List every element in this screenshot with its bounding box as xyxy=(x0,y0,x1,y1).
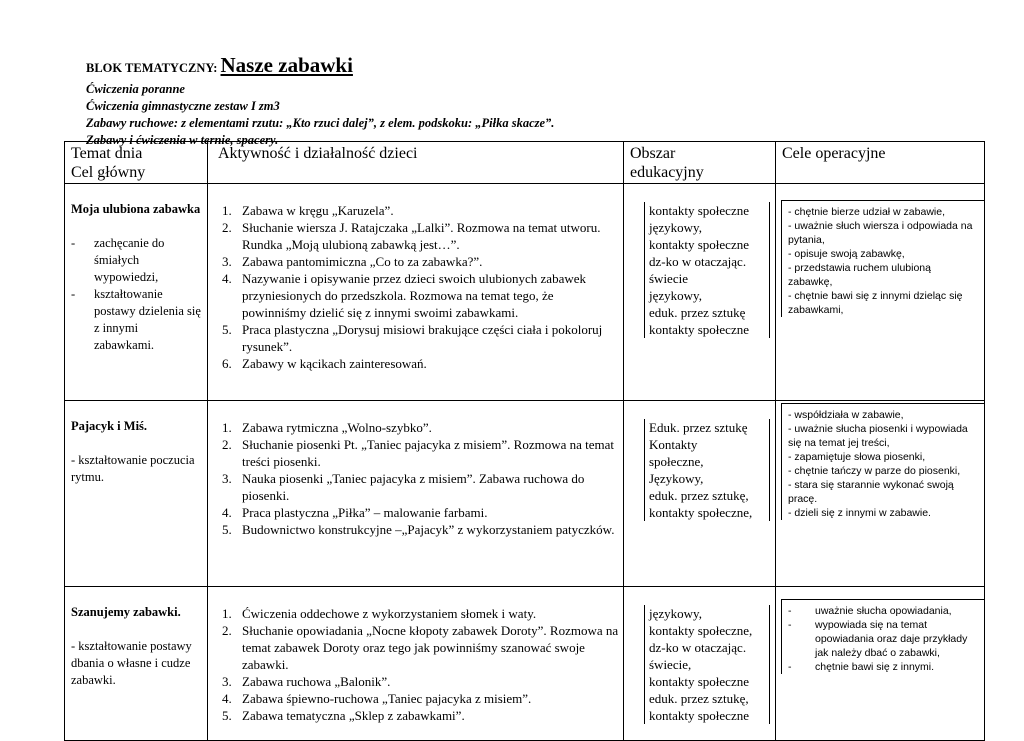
list-item xyxy=(212,690,619,707)
header-area-line1: Obszar xyxy=(630,145,676,162)
goals-cell xyxy=(776,401,985,587)
goal-item: - przedstawia ruchem ulubioną zabawkę, xyxy=(788,262,931,288)
goal-item: - współdziała w zabawie, xyxy=(788,409,904,421)
goal-item: - chętnie bawi się z innymi dzieląc się zabawkami, xyxy=(788,290,963,316)
activities-list xyxy=(212,419,619,538)
list-item xyxy=(212,707,619,724)
goals-list xyxy=(781,599,984,674)
table-header-row xyxy=(65,142,985,184)
header-area-line2: edukacyjny xyxy=(630,164,704,181)
header-activities-label: Aktywność i działalność dzieci xyxy=(218,145,418,162)
list-item xyxy=(212,605,619,622)
list-item xyxy=(212,202,619,219)
table-row xyxy=(65,184,985,401)
area-item: świecie, xyxy=(649,657,692,672)
dash: - xyxy=(788,619,792,631)
main-goal-text: - kształtowanie poczucia rytmu. xyxy=(71,453,195,484)
activity-text: Zabawa rytmiczna „Wolno-szybko”. xyxy=(242,420,432,435)
activity-text: Zabawa w kręgu „Karuzela”. xyxy=(242,203,394,218)
list-item xyxy=(212,253,619,270)
item-number: 6. xyxy=(222,356,232,371)
topic-title: Szanujemy zabawki. xyxy=(71,605,181,619)
document-header xyxy=(86,52,986,149)
header-topic-line2: Cel główny xyxy=(71,164,146,181)
activity-text: Praca plastyczna „Piłka” – malowanie farbami. xyxy=(242,505,488,520)
item-number: 2. xyxy=(222,437,232,452)
area-item: kontakty społeczne, xyxy=(649,505,753,520)
item-number: 1. xyxy=(222,606,232,621)
area-list xyxy=(644,202,770,338)
header-topic xyxy=(65,142,208,184)
list-item xyxy=(788,660,978,674)
activities-cell xyxy=(208,401,624,587)
list-item xyxy=(212,436,619,470)
table-row xyxy=(65,401,985,587)
goals-list xyxy=(781,200,984,317)
area-item: kontakty społeczne xyxy=(649,674,749,689)
item-number: 3. xyxy=(222,471,232,486)
activity-text: Budownictwo konstrukcyjne –„Pajacyk” z wykorzystaniem patyczków. xyxy=(242,522,615,537)
item-number: 3. xyxy=(222,254,232,269)
activities-list xyxy=(212,605,619,724)
area-item: społeczne, xyxy=(649,454,704,469)
topic-cell xyxy=(65,401,208,587)
main-goal-text: zachęcanie do śmiałych wypowiedzi, xyxy=(94,236,165,284)
area-item: dz-ko w otaczając. xyxy=(649,254,747,269)
topic-cell xyxy=(65,587,208,741)
item-number: 3. xyxy=(222,674,232,689)
topic-cell xyxy=(65,184,208,401)
list-item xyxy=(788,604,978,618)
area-item: kontakty społeczne, xyxy=(649,623,753,638)
area-cell xyxy=(624,401,776,587)
area-item: kontakty społeczne xyxy=(649,322,749,337)
list-item xyxy=(212,504,619,521)
list-item xyxy=(71,235,201,286)
header-line-movement-games: Zabawy ruchowe: z elementami rzutu: „Kto rzuci dalej”, z elem. podskoku: „Piłka skacze”. xyxy=(86,116,555,130)
area-item: językowy, xyxy=(649,220,702,235)
item-number: 5. xyxy=(222,708,232,723)
header-line-morning: Ćwiczenia poranne xyxy=(86,82,185,96)
area-cell xyxy=(624,184,776,401)
area-item: językowy, xyxy=(649,288,702,303)
activity-text: Nauka piosenki „Taniec pajacyka z misiem”. Zabawa ruchowa do piosenki. xyxy=(242,471,585,503)
list-item xyxy=(212,673,619,690)
list-item xyxy=(212,270,619,321)
item-number: 4. xyxy=(222,691,232,706)
area-item: kontakty społeczne xyxy=(649,203,749,218)
activity-text: Zabawy w kącikach zainteresowań. xyxy=(242,356,427,371)
goals-dash-list xyxy=(788,604,978,674)
lesson-plan-table xyxy=(64,141,985,741)
area-item: eduk. przez sztukę, xyxy=(649,691,749,706)
area-item: eduk. przez sztukę, xyxy=(649,488,749,503)
header-goals-label: Cele operacyjne xyxy=(782,145,886,162)
block-label: BLOK TEMATYCZNY: xyxy=(86,61,218,75)
list-item xyxy=(212,419,619,436)
item-number: 5. xyxy=(222,522,232,537)
area-item: dz-ko w otaczając. xyxy=(649,640,747,655)
area-item: świecie xyxy=(649,271,688,286)
header-goals xyxy=(776,142,985,184)
activities-cell xyxy=(208,184,624,401)
list-item xyxy=(788,618,978,660)
activity-text: Nazywanie i opisywanie przez dzieci swoich ulubionych zabawek przyniesionych do przedszkola. Rozmowa na temat tego, że powinniśmy dzielić się z innymi swoimi zabawkami. xyxy=(242,271,587,320)
topic-title: Moja ulubiona zabawka xyxy=(71,202,201,216)
item-number: 2. xyxy=(222,623,232,638)
area-list xyxy=(644,419,770,521)
goals-cell xyxy=(776,587,985,741)
topic-title: Pajacyk i Miś. xyxy=(71,419,148,433)
list-item xyxy=(212,470,619,504)
main-goals-list xyxy=(71,235,201,354)
activity-text: Słuchanie opowiadania „Nocne kłopoty zabawek Doroty”. Rozmowa na temat zabawek Doroty oraz tego jak powinniśmy szanować swoje zabawki. xyxy=(242,623,619,672)
header-line-outdoor: Zabawy i ćwiczenia w ternie, spacery. xyxy=(86,133,279,147)
list-item xyxy=(71,286,201,354)
dash: - xyxy=(788,605,792,617)
area-item: językowy, xyxy=(649,606,702,621)
goal-item: - stara się starannie wykonać swoją pracę. xyxy=(788,479,954,505)
area-item: Kontakty xyxy=(649,437,698,452)
area-cell xyxy=(624,587,776,741)
item-number: 1. xyxy=(222,203,232,218)
item-number: 2. xyxy=(222,220,232,235)
area-item: kontakty społeczne xyxy=(649,237,749,252)
list-item xyxy=(212,321,619,355)
area-list xyxy=(644,605,770,724)
list-item xyxy=(212,355,619,372)
list-item xyxy=(212,622,619,673)
list-item xyxy=(212,219,619,253)
table-row xyxy=(65,587,985,741)
goal-item: - chętnie bierze udział w zabawie, xyxy=(788,206,945,218)
dash: - xyxy=(71,287,76,301)
header-area xyxy=(624,142,776,184)
activity-text: Zabawa ruchowa „Balonik”. xyxy=(242,674,391,689)
header-topic-line1: Temat dnia xyxy=(71,145,143,162)
activity-text: Zabawa śpiewno-ruchowa „Taniec pajacyka z misiem”. xyxy=(242,691,532,706)
goals-list xyxy=(781,403,984,520)
item-number: 4. xyxy=(222,505,232,520)
goal-item: - opisuje swoją zabawkę, xyxy=(788,248,905,260)
area-item: kontakty społeczne xyxy=(649,708,749,723)
goal-item: uważnie słucha opowiadania, xyxy=(815,605,952,617)
item-number: 1. xyxy=(222,420,232,435)
goal-item: - uważnie słucha piosenki i wypowiada się na temat jej treści, xyxy=(788,423,968,449)
header-block-line xyxy=(86,52,986,81)
goal-item: chętnie bawi się z innymi. xyxy=(815,661,935,673)
item-number: 4. xyxy=(222,271,232,286)
header-line-gymnastics: Ćwiczenia gimnastyczne zestaw I zm3 xyxy=(86,99,280,113)
goal-item: - uważnie słuch wiersza i odpowiada na pytania, xyxy=(788,220,973,246)
area-item: Językowy, xyxy=(649,471,704,486)
dash: - xyxy=(788,661,792,673)
item-number: 5. xyxy=(222,322,232,337)
activity-text: Ćwiczenia oddechowe z wykorzystaniem słomek i waty. xyxy=(242,606,537,621)
goal-item: - dzieli się z innymi w zabawie. xyxy=(788,507,931,519)
main-goal-text: kształtowanie postawy dzielenia się z innymi zabawkami. xyxy=(94,287,201,352)
activity-text: Zabawa pantomimiczna „Co to za zabawka?”. xyxy=(242,254,483,269)
goal-item: - zapamiętuje słowa piosenki, xyxy=(788,451,926,463)
header-activities xyxy=(208,142,624,184)
goal-item: wypowiada się na temat opowiadania oraz daje przykłady jak należy dbać o zabawki, xyxy=(815,619,968,659)
activities-list xyxy=(212,202,619,372)
activity-text: Słuchanie wiersza J. Ratajczaka „Lalki”. Rozmowa na temat utworu. Rundka „Moją ulubioną zabawką jest…”. xyxy=(242,220,601,252)
activity-text: Zabawa tematyczna „Sklep z zabawkami”. xyxy=(242,708,465,723)
list-item xyxy=(212,521,619,538)
main-goal-text: - kształtowanie postawy dbania o własne i cudze zabawki. xyxy=(71,639,192,687)
activity-text: Słuchanie piosenki Pt. „Taniec pajacyka z misiem”. Rozmowa na temat treści piosenki. xyxy=(242,437,614,469)
block-title: Nasze zabawki xyxy=(220,53,353,77)
area-item: eduk. przez sztukę xyxy=(649,305,746,320)
goal-item: - chętnie tańczy w parze do piosenki, xyxy=(788,465,961,477)
area-item: Eduk. przez sztukę xyxy=(649,420,748,435)
dash: - xyxy=(71,236,76,250)
activity-text: Praca plastyczna „Dorysuj misiowi brakujące części ciała i pokoloruj rysunek”. xyxy=(242,322,603,354)
activities-cell xyxy=(208,587,624,741)
goals-cell xyxy=(776,184,985,401)
